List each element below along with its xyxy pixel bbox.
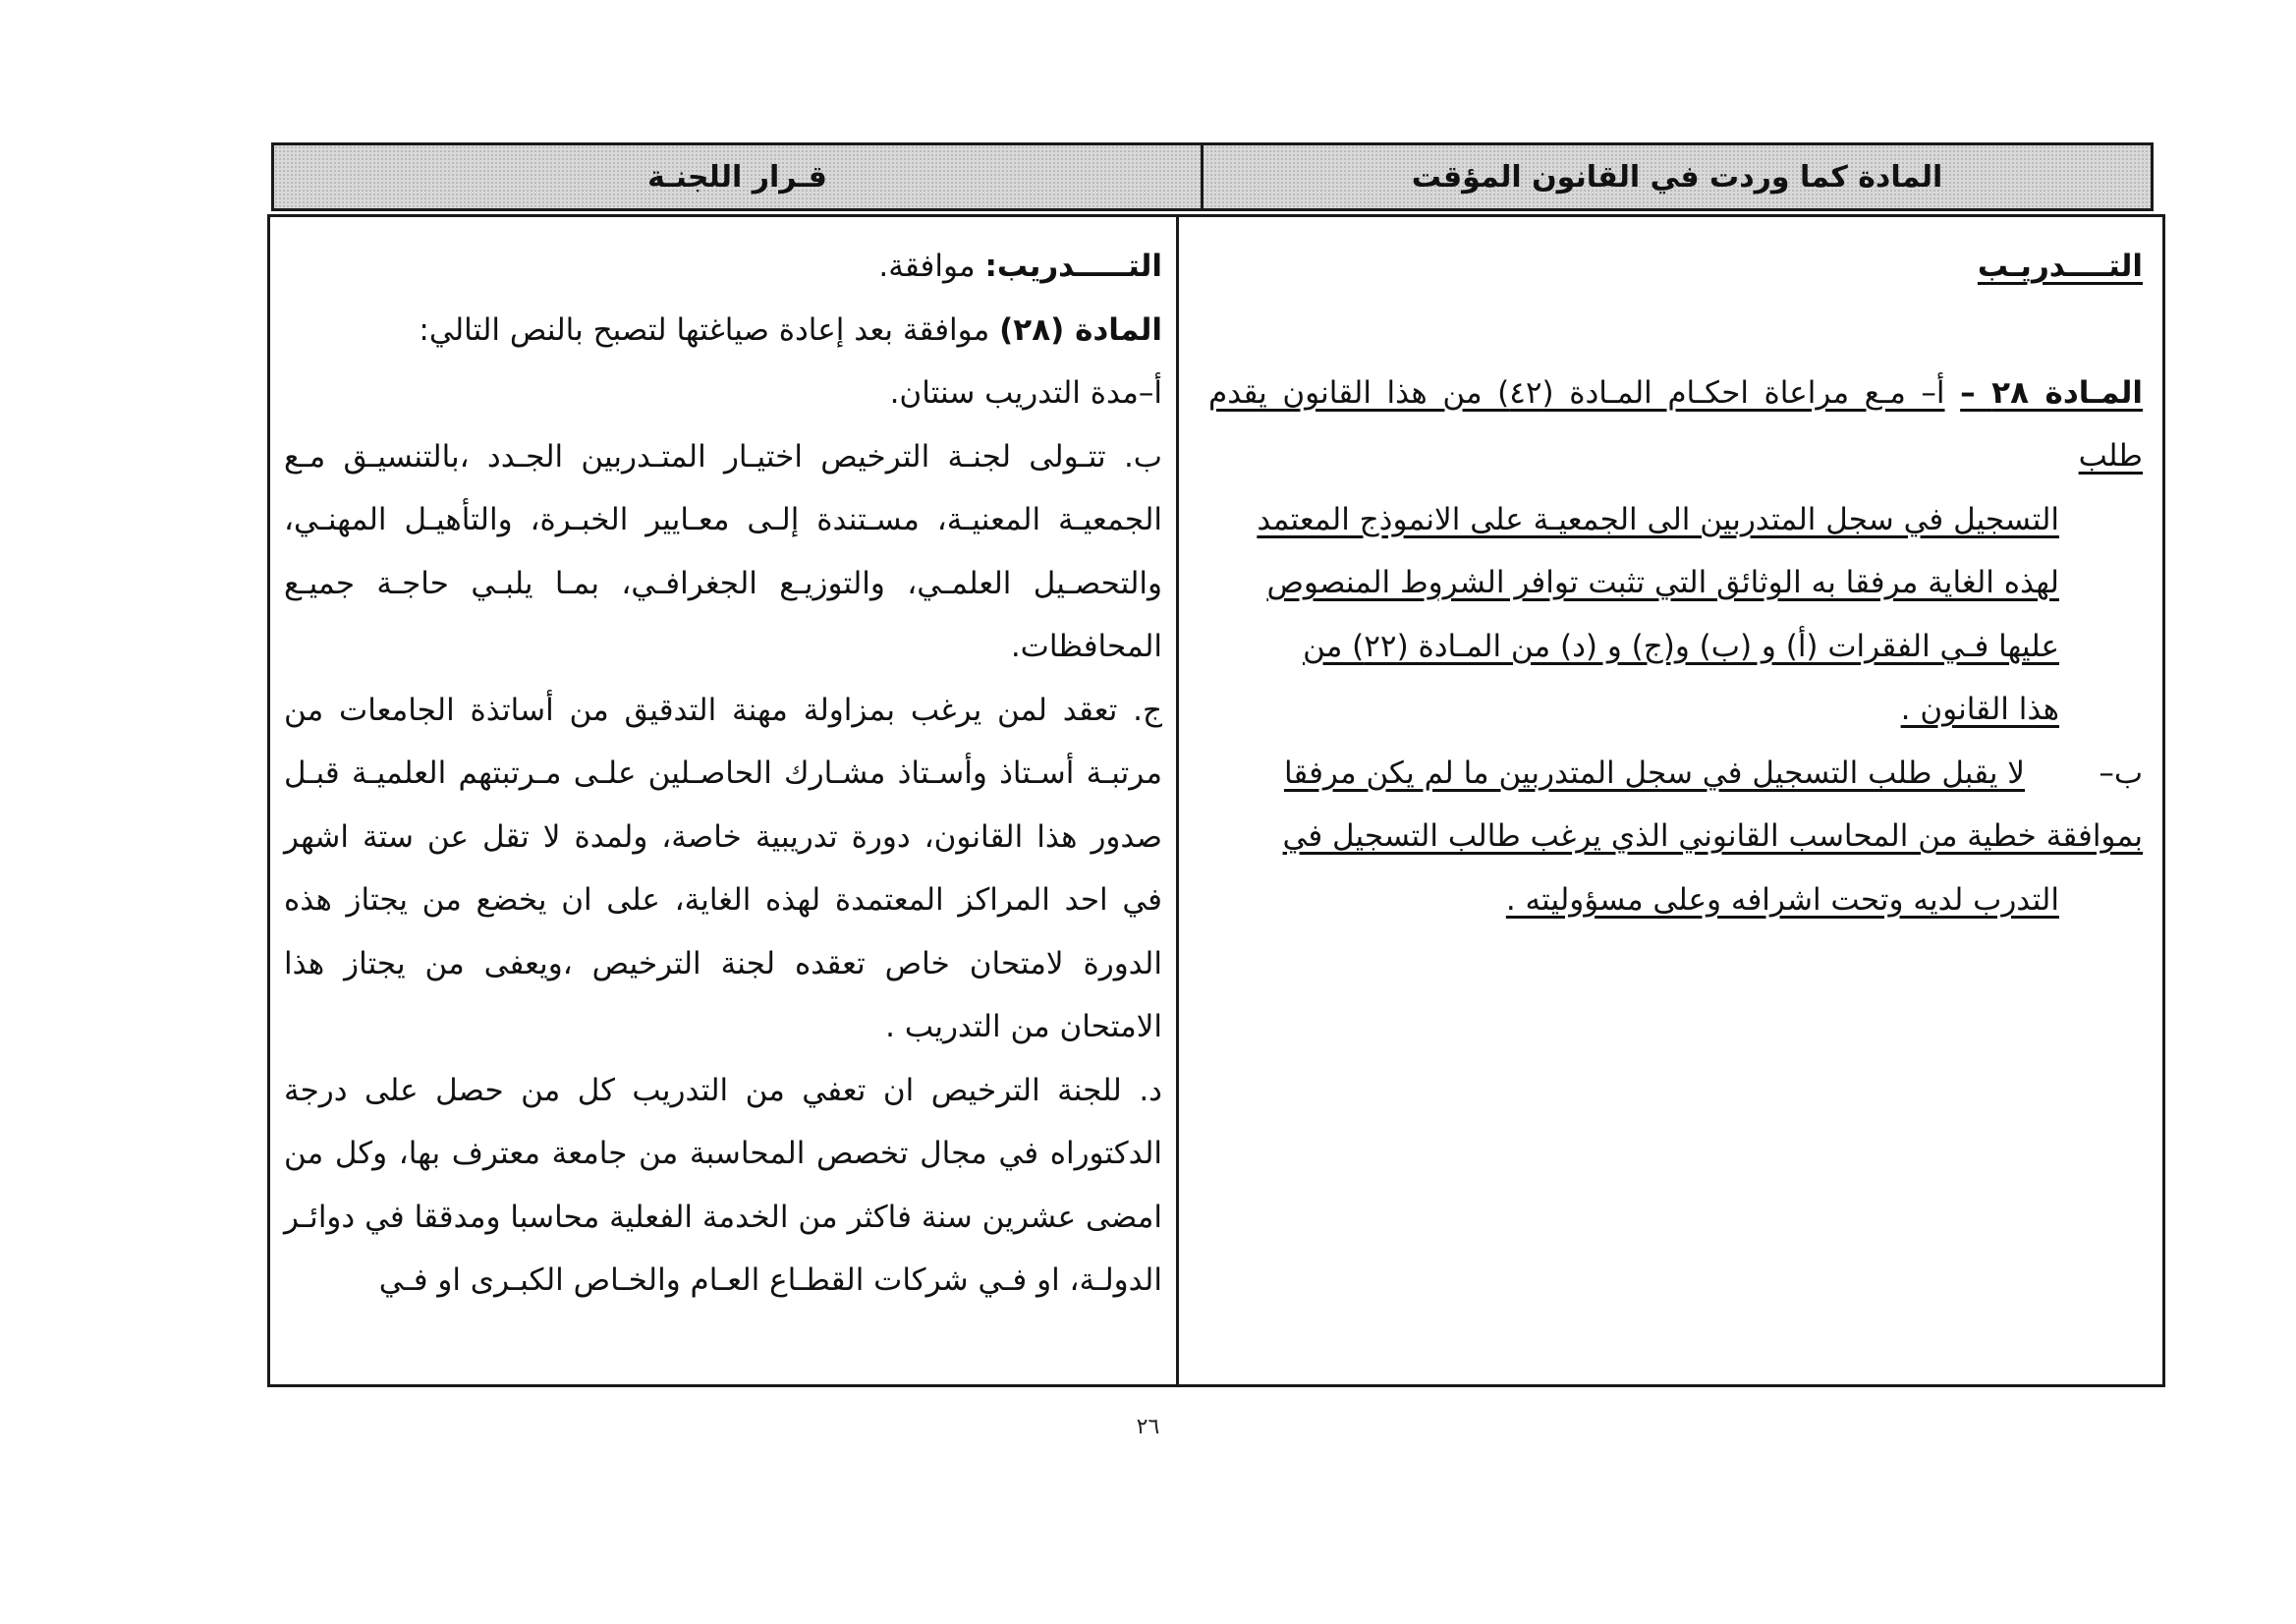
para-b-line3: التدرب لديه وتحت اشرافه وعلى مسؤوليته . (1505, 881, 2059, 918)
article-28-decision-label: المادة (٢٨) (999, 311, 1162, 348)
article-28-decision-text: موافقة بعد إعادة صياغتها لتصبح بالنص التالي: (419, 311, 990, 348)
header-committee-decision (274, 145, 1201, 208)
table-header (271, 142, 2154, 211)
header-original-article-text: المادة كما وردت في القانون المؤقت (1411, 159, 1943, 195)
para-b-line1: لا يقبل طلب التسجيل في سجل المتدربين ما لم يكن مرفقا (1283, 755, 2025, 791)
header-original-article (1201, 145, 2151, 208)
section-title (1208, 235, 2143, 299)
article-28-line1 (1208, 362, 2143, 488)
spacer (1208, 299, 2143, 362)
training-value: موافقة. (878, 249, 976, 284)
article-28-line1-text: أ– مـع مراعاة احكـام المـادة (٤٢) من هذا القانون يقدم طلب (1208, 374, 2143, 474)
original-article-column (1176, 217, 2162, 1384)
para-b-line3-wrap (1208, 868, 2143, 932)
article-28-line2: التسجيل في سجل المتدربين الى الجمعيـة على الانموذج المعتمد (1257, 501, 2059, 537)
decision-para-a: أ–مدة التدريب سنتان. (889, 375, 1162, 411)
article-28-label: المـادة ٢٨ – (1960, 374, 2144, 411)
article-28-line4: عليها فـي الفقرات (أ) و (ب) و(ج) و (د) من المـادة (٢٢) من (1303, 628, 2059, 664)
para-b-line2: بموافقة خطية من المحاسب القانوني الذي يرغب طالب التسجيل في (1282, 818, 2143, 854)
article-28-line3: لهذه الغاية مرفقا به الوثائق التي تثبت توافر الشروط المنصوص (1266, 565, 2059, 600)
training-decision (284, 235, 1162, 299)
article-28-decision (284, 299, 1162, 363)
decision-para-d: د. للجنة الترخيص ان تعفي من التدريب كل من حصل على درجة الدكتوراه في مجال تخصص المحاسبة من جامعة معترف بها، وكل من امضى عشرين سنة فاكثر من الخدمة الفعلية محاسبا ومدققا في دوائـر الدولـة، او فـي شركات القطـاع العـام والخـاص الكبـرى او فـي (284, 1072, 1162, 1298)
table-body (267, 214, 2165, 1387)
article-28-line5: هذا القانون . (1900, 692, 2059, 727)
article-28-para-a (1208, 488, 2143, 742)
committee-decision-column (270, 217, 1176, 1384)
training-label: التـــــدريب: (984, 249, 1162, 284)
page-number: ٢٦ (1136, 1415, 1160, 1439)
decision-para-b: ب. تتـولى لجنـة الترخيص اختيـار المتـدربين الجـدد ،بالتنسيـق مـع الجمعيـة المعنيـة، مسـتندة إلـى معـايير الخبـرة، والتأهيـل المهنـي، والتحصـيل العلمـي، والتوزيـع الجغرافـي، بمـا يلبـي حاجـة جميـع المحافظات. (284, 438, 1162, 664)
decision-para-c: ج. تعقد لمن يرغب بمزاولة مهنة التدقيق من أساتذة الجامعات من مرتبـة أسـتاذ وأسـتاذ مشـارك الحاصـلين علـى مـرتبتهم العلميـة قبـل صدور هذا القانون، دورة تدريبية خاصة، ولمدة لا تقل عن ستة اشهر في احد المراكز المعتمدة لهذه الغاية، على ان يخضع من يجتاز هذه الدورة لامتحان خاص تعقده لجنة الترخيص ،ويعفى من يجتاز هذا الامتحان من التدريب . (284, 692, 1162, 1044)
section-title-text: التــــدريـب (1977, 249, 2143, 284)
article-28-para-b (1208, 742, 2143, 806)
header-committee-decision-text: قـرار اللجنـة (647, 159, 827, 195)
para-b-marker: ب– (2099, 755, 2143, 791)
